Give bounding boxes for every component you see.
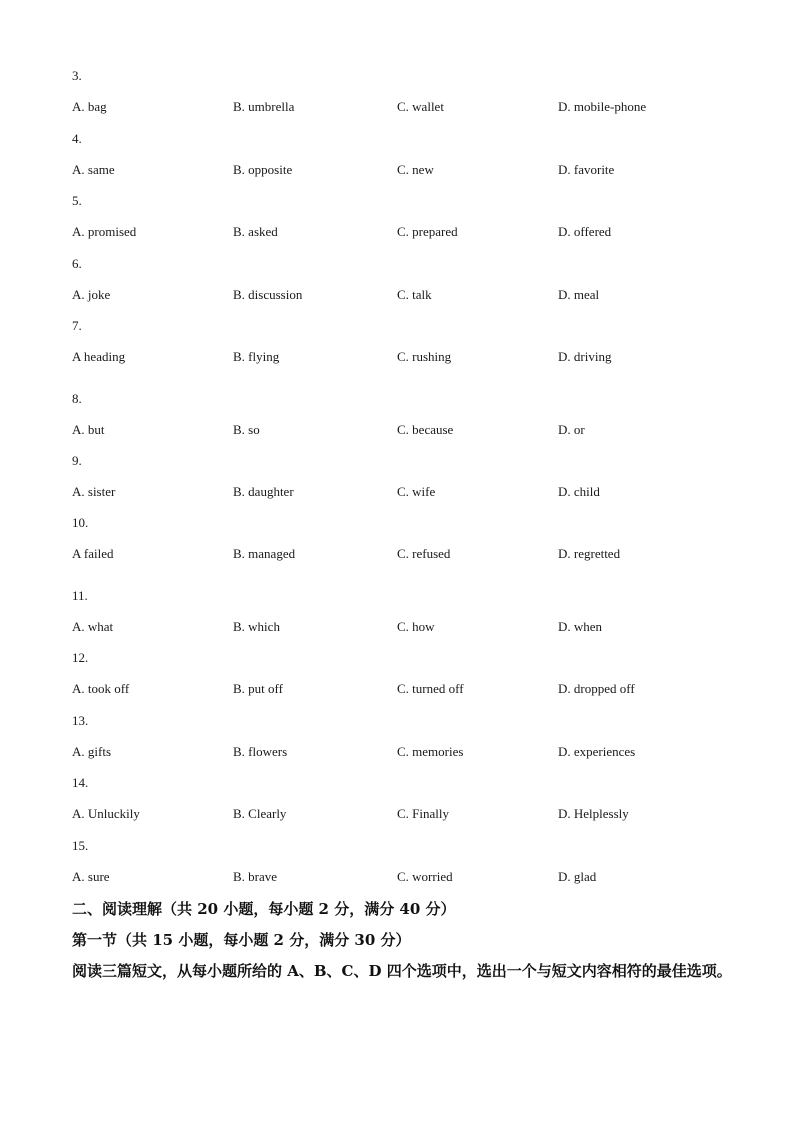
options-row bbox=[72, 744, 752, 760]
option-c: C. wallet bbox=[397, 99, 444, 114]
option-a: A. what bbox=[72, 619, 114, 634]
options-row bbox=[72, 99, 752, 115]
option-c: C. refused bbox=[397, 546, 451, 561]
option-d: D. dropped off bbox=[558, 681, 635, 696]
option-c: C. wife bbox=[397, 484, 436, 499]
option-a: A. gifts bbox=[72, 744, 111, 759]
section-instruction: 阅读三篇短文，从每小题所给的 A、B、C、D 四个选项中，选出一个与短文内容相符的最佳选项。 bbox=[72, 962, 732, 980]
question-number: 3. bbox=[72, 68, 82, 83]
option-c: C. talk bbox=[397, 287, 432, 302]
option-b: B. umbrella bbox=[233, 99, 295, 114]
option-b: B. so bbox=[233, 422, 260, 437]
option-b: B. managed bbox=[233, 546, 296, 561]
options-row bbox=[72, 162, 752, 178]
option-c: C. new bbox=[397, 162, 434, 177]
options-row bbox=[72, 422, 752, 438]
option-b: B. opposite bbox=[233, 162, 293, 177]
question-8 bbox=[72, 391, 752, 438]
option-c: C. how bbox=[397, 619, 435, 634]
question-number: 7. bbox=[72, 318, 82, 333]
question-number: 13. bbox=[72, 713, 89, 728]
question-number: 5. bbox=[72, 193, 82, 208]
question-number: 14. bbox=[72, 775, 89, 790]
option-d: D. or bbox=[558, 422, 585, 437]
option-a: A. joke bbox=[72, 287, 111, 302]
option-a: A. sure bbox=[72, 869, 110, 884]
question-4 bbox=[72, 131, 752, 178]
option-c: C. worried bbox=[397, 869, 453, 884]
option-c: C. turned off bbox=[397, 681, 464, 696]
option-b: B. asked bbox=[233, 224, 278, 239]
option-d: D. glad bbox=[558, 869, 597, 884]
question-10 bbox=[72, 515, 752, 562]
option-a: A. promised bbox=[72, 224, 137, 239]
option-b: B. brave bbox=[233, 869, 278, 884]
options-row bbox=[72, 349, 752, 365]
option-c: C. rushing bbox=[397, 349, 452, 364]
option-d: D. meal bbox=[558, 287, 600, 302]
options-row bbox=[72, 484, 752, 500]
option-c: C. prepared bbox=[397, 224, 458, 239]
option-c: C. memories bbox=[397, 744, 464, 759]
option-a: A failed bbox=[72, 546, 114, 561]
option-d: D. offered bbox=[558, 224, 612, 239]
question-number: 4. bbox=[72, 131, 82, 146]
question-3 bbox=[72, 68, 752, 115]
options-row bbox=[72, 287, 752, 303]
question-7 bbox=[72, 318, 752, 365]
option-c: C. Finally bbox=[397, 806, 450, 821]
option-a: A. but bbox=[72, 422, 105, 437]
option-b: B. flowers bbox=[233, 744, 288, 759]
section-title: 二、阅读理解（共 20 小题，每小题 2 分，满分 40 分） bbox=[72, 900, 456, 918]
options-row bbox=[72, 806, 752, 822]
question-14 bbox=[72, 775, 752, 822]
option-d: D. Helplessly bbox=[558, 806, 629, 821]
question-5 bbox=[72, 193, 752, 240]
options-row bbox=[72, 619, 752, 635]
option-b: B. put off bbox=[233, 681, 283, 696]
option-a: A. took off bbox=[72, 681, 130, 696]
option-b: B. which bbox=[233, 619, 280, 634]
options-row bbox=[72, 869, 752, 885]
question-12 bbox=[72, 650, 752, 697]
option-d: D. child bbox=[558, 484, 600, 499]
option-a: A. Unluckily bbox=[72, 806, 140, 821]
options-row bbox=[72, 224, 752, 240]
option-b: B. daughter bbox=[233, 484, 294, 499]
option-c: C. because bbox=[397, 422, 454, 437]
option-d: D. favorite bbox=[558, 162, 615, 177]
question-6 bbox=[72, 256, 752, 303]
question-11 bbox=[72, 588, 752, 635]
option-b: B. discussion bbox=[233, 287, 303, 302]
option-d: D. when bbox=[558, 619, 603, 634]
option-d: D. mobile-phone bbox=[558, 99, 647, 114]
question-number: 11. bbox=[72, 588, 88, 603]
option-a: A heading bbox=[72, 349, 126, 364]
question-15 bbox=[72, 838, 752, 885]
question-13 bbox=[72, 713, 752, 760]
option-a: A. sister bbox=[72, 484, 116, 499]
question-9 bbox=[72, 453, 752, 500]
question-number: 12. bbox=[72, 650, 89, 665]
option-b: B. Clearly bbox=[233, 806, 287, 821]
option-b: B. flying bbox=[233, 349, 280, 364]
option-d: D. regretted bbox=[558, 546, 621, 561]
options-row bbox=[72, 546, 752, 562]
question-number: 9. bbox=[72, 453, 82, 468]
section-subtitle: 第一节（共 15 小题，每小题 2 分，满分 30 分） bbox=[72, 931, 411, 949]
question-number: 10. bbox=[72, 515, 89, 530]
question-number: 6. bbox=[72, 256, 82, 271]
options-row bbox=[72, 681, 752, 697]
option-d: D. driving bbox=[558, 349, 612, 364]
option-a: A. same bbox=[72, 162, 115, 177]
question-number: 8. bbox=[72, 391, 82, 406]
option-a: A. bag bbox=[72, 99, 107, 114]
option-d: D. experiences bbox=[558, 744, 636, 759]
question-number: 15. bbox=[72, 838, 89, 853]
